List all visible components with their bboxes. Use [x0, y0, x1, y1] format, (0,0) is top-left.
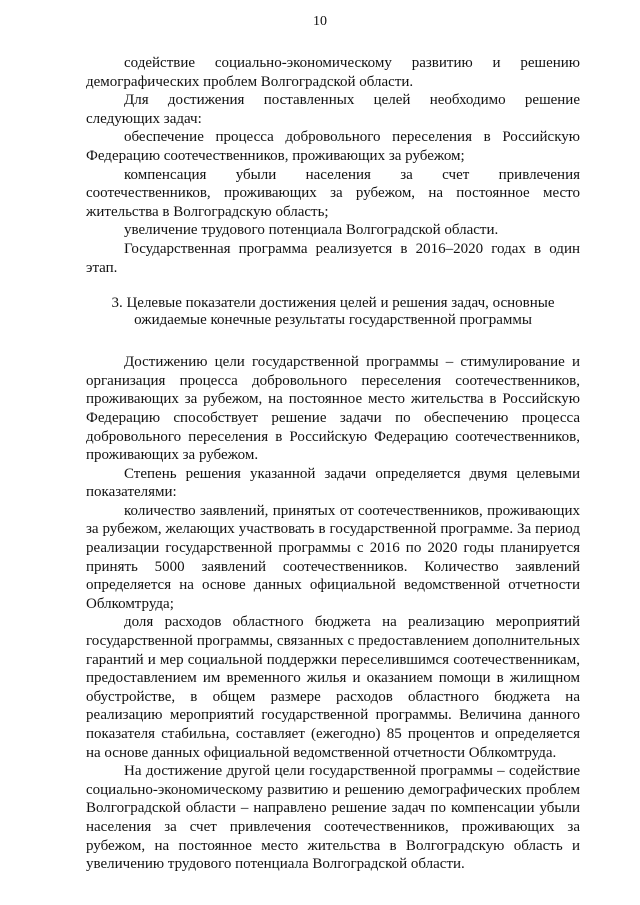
paragraph-task-resettlement: обеспечение процесса добровольного переселения в Российскую Федерацию соотечественников, проживающих за рубежом; — [86, 129, 580, 164]
paragraph-task-labor: увеличение трудового потенциала Волгоградской области. — [124, 222, 499, 239]
section-heading-line-2: ожидаемые конечные результаты государственной программы — [134, 312, 532, 329]
paragraph-task-compensation: компенсация убыли населения за счет привлечения соотечественников, проживающих за рубежом, на постоянное место жительства в Волгоградскую область; — [86, 166, 580, 220]
paragraph-indicator-budget-share: доля расходов областного бюджета на реализацию мероприятий государственной программы, связанных с предоставлением дополнительных гарантий и мер социальной поддержки переселившимся соотечественникам, предоставлением им временного жилья и оказанием помощи в жилищном обустройстве, в общем размере расходов областного бюджета на реализацию мероприятий государственной программы. Величина данного показателя стабильна, составляет (ежегодно) 85 процентов и определяется на основе данных официальной ведомственной отчетности Облкомтруда. — [86, 614, 580, 761]
paragraph-program-period: Государственная программа реализуется в 2016–2020 годах в один этап. — [86, 240, 580, 276]
page-number: 10 — [313, 14, 327, 29]
paragraph-tasks-intro: Для достижения поставленных целей необходимо решение следующих задач: — [86, 92, 580, 127]
section-heading — [86, 295, 580, 329]
paragraph-second-goal: На достижение другой цели государственной программы – содействие социально-экономическому развитию и решению демографических проблем Волгоградской области – направлено решение задач по компенсации убыли населения за счет привлечения соотечественников, проживающих за рубежом, на постоянное место жительства в Волгоградскую область и увеличению трудового потенциала Волгоградской области. — [86, 763, 580, 873]
paragraph-goal-continuation: содействие социально-экономическому развитию и решению демографических проблем Волгоградской области. — [86, 55, 580, 90]
paragraph-indicator-applications: количество заявлений, принятых от соотечественников, проживающих за рубежом, желающих участвовать в государственной программе. За период реализации государственной программы с 2016 по 2020 годы планируется принять 5000 заявлений соотечественников. Количество заявлений определяется на основе данных официальной ведомственной отчетности Облкомтруда; — [86, 502, 580, 612]
paragraph-goal-achievement: Достижению цели государственной программы – стимулирование и организация процесса добровольного переселения соотечественников, проживающих за рубежом, на постоянное место жительства в Российскую Федерацию способствует решение задачи по обеспечению процесса добровольного переселения в Российскую Федерацию соотечественников, проживающих за рубежом. — [86, 354, 580, 464]
section-heading-line-1: 3. Целевые показатели достижения целей и решения задач, основные — [111, 295, 555, 312]
document-body — [86, 54, 580, 874]
paragraph-indicators-intro: Степень решения указанной задачи определяется двумя целевыми показателями: — [86, 465, 580, 501]
